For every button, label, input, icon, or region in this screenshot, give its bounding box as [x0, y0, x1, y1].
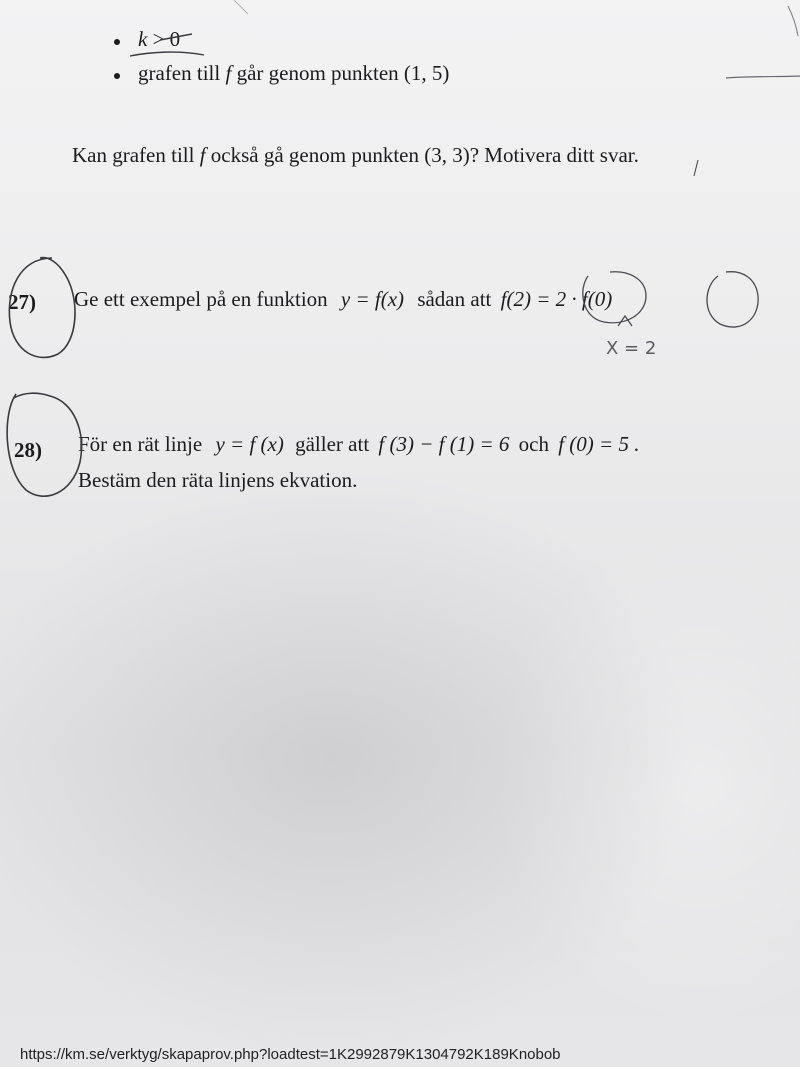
question-28-line1: För en rät linje y = f (x) gäller att f (3) − f (1) = 6 och f (0) = 5 .	[78, 432, 640, 456]
question-28-line2: Bestäm den räta linjens ekvation.	[78, 468, 358, 492]
bullet-item-point-condition: grafen till f går genom punkten (1, 5)	[138, 61, 450, 85]
margin-line	[726, 76, 800, 78]
handwritten-note: X = 2	[606, 338, 657, 359]
bullet-item-k-condition: k > 0	[138, 27, 181, 51]
underline-mark	[130, 52, 204, 56]
question-text: Kan grafen till f också gå genom punkten (3, 3)? Motivera ditt svar.	[72, 143, 639, 167]
small-tick	[694, 160, 698, 176]
bullet-marker	[114, 39, 120, 45]
question-27-text: Ge ett exempel på en funktion y = f(x) sådan att f(2) = 2 · f(0)	[74, 287, 613, 311]
footer-url: https://km.se/verktyg/skapaprov.php?loadtest=1K2992879K1304792K189Knobob	[20, 1046, 561, 1063]
question-number-27: 27)	[8, 290, 36, 314]
arrow-mark	[618, 316, 632, 326]
faint-mark	[234, 0, 248, 14]
bullet-marker	[114, 73, 120, 79]
circle-mark-f0	[707, 272, 758, 327]
question-number-28: 28)	[14, 438, 42, 462]
corner-scribble	[788, 6, 798, 36]
